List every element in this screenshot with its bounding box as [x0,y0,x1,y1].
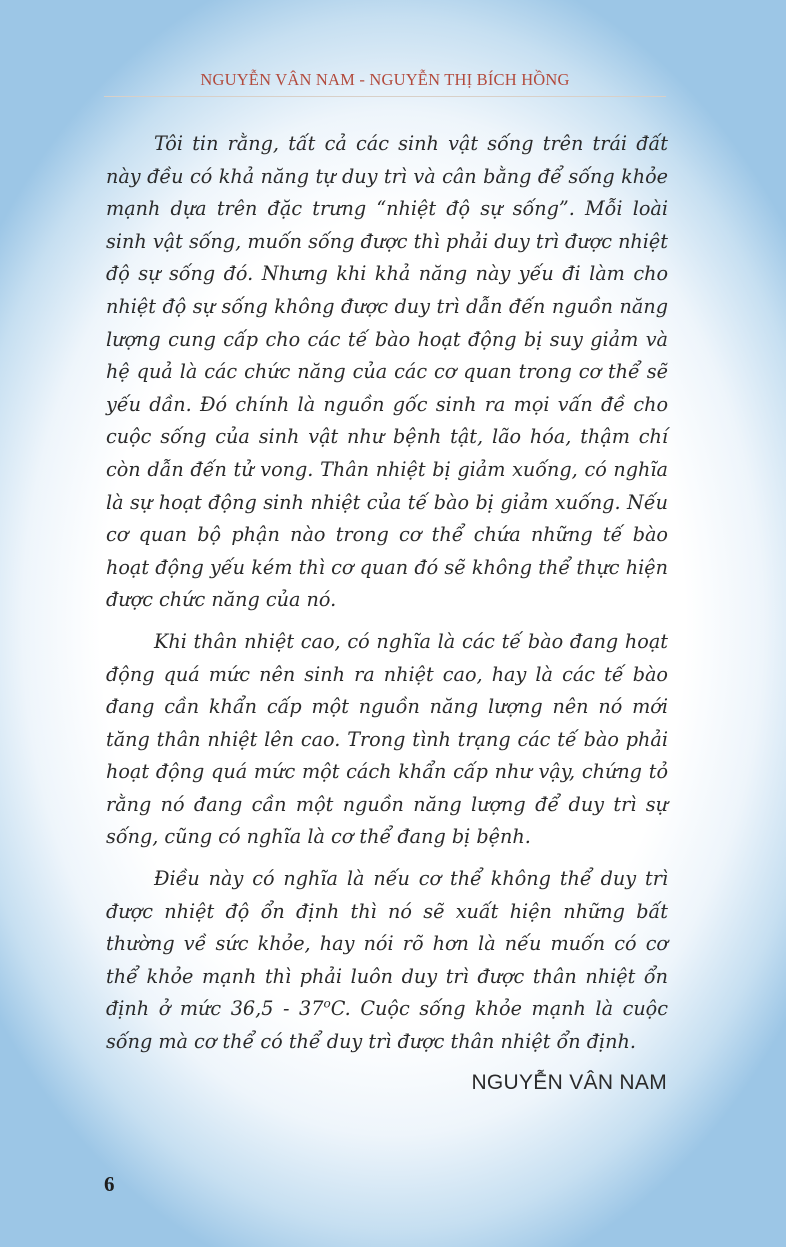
page-number: 6 [104,1172,115,1196]
paragraph-3-text: Điều này có nghĩa là nếu cơ thể không thể duy trì được nhiệt độ ổn định thì nó sẽ xuất hiện những bất thường về sức khỏe, hay nói rõ hơn là nếu muốn có cơ thể khỏe mạnh thì phải luôn duy trì được thân nhiệt ổn định ở mức 36,5 - 37 [106,867,668,1021]
paragraph-3 [106,863,668,1059]
paragraph-1: Tôi tin rằng, tất cả các sinh vật sống trên trái đất này đều có khả năng tự duy trì và cân bằng để sống khỏe mạnh dựa trên đặc trưng “nhiệt độ sự sống”. Mỗi loài sinh vật sống, muốn sống được thì phải duy trì được nhiệt độ sự sống đó. Nhưng khi khả năng này yếu đi làm cho nhiệt độ sự sống không được duy trì dẫn đến nguồn năng lượng cung cấp cho các tế bào hoạt động bị suy giảm và hệ quả là các chức năng của các cơ quan trong cơ thể sẽ yếu dần. Đó chính là nguồn gốc sinh ra mọi vấn đề cho cuộc sống của sinh vật như bệnh tật, lão hóa, thậm chí còn dẫn đến tử vong. Thân nhiệt bị giảm xuống, có nghĩa là sự hoạt động sinh nhiệt của tế bào bị giảm xuống. Nếu cơ quan bộ phận nào trong cơ thể chứa những tế bào hoạt động yếu kém thì cơ quan đó sẽ không thể thực hiện được chức năng của nó. [106,132,668,612]
author-signature: NGUYỄN VÂN NAM [471,1071,667,1094]
running-header: NGUYỄN VÂN NAM - NGUYỄN THỊ BÍCH HỒNG [200,70,570,89]
paragraph-2: Khi thân nhiệt cao, có nghĩa là các tế bào đang hoạt động quá mức nên sinh ra nhiệt cao, hay là các tế bào đang cần khẩn cấp một nguồn năng lượng nên nó mới tăng thân nhiệt lên cao. Trong tình trạng các tế bào phải hoạt động quá mức một cách khẩn cấp như vậy, chứng tỏ rằng nó đang cần một nguồn năng lượng để duy trì sự sống, cũng có nghĩa là cơ thể đang bị bệnh. [106,629,668,849]
paragraph-3-text-end: C. Cuộc sống khỏe mạnh là cuộc sống mà cơ thể có thể duy trì được thân nhiệt ổn định. [106,997,668,1054]
header-divider [104,96,666,97]
degree-superscript: o [323,997,331,1012]
body-text [106,128,668,1068]
